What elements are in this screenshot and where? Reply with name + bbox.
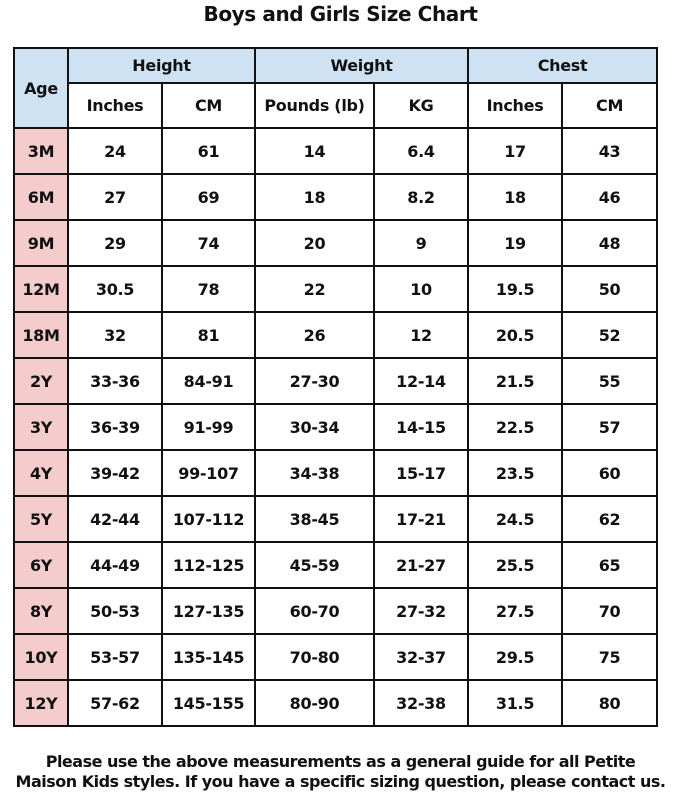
height-inches-cell: 29 (68, 220, 162, 266)
age-cell: 10Y (14, 634, 68, 680)
height-inches-cell: 33-36 (68, 358, 162, 404)
height-cm-cell: 78 (162, 266, 255, 312)
weight-kg-cell: 9 (374, 220, 468, 266)
chest-inches-cell: 19 (468, 220, 562, 266)
height-cm-cell: 61 (162, 128, 255, 174)
height-inches-cell: 50-53 (68, 588, 162, 634)
weight-kg-cell: 14-15 (374, 404, 468, 450)
height-cm-cell: 145-155 (162, 680, 255, 726)
height-cm-cell: 74 (162, 220, 255, 266)
weight-kg-cell: 10 (374, 266, 468, 312)
table-row (14, 312, 657, 358)
weight-lb-cell: 14 (255, 128, 374, 174)
weight-lb-cell: 60-70 (255, 588, 374, 634)
weight-lb-cell: 18 (255, 174, 374, 220)
height-cm-cell: 99-107 (162, 450, 255, 496)
weight-kg-cell: 32-37 (374, 634, 468, 680)
chest-cm-cell: 57 (562, 404, 657, 450)
height-inches-cell: 53-57 (68, 634, 162, 680)
height-inches-header: Inches (68, 83, 162, 128)
age-cell: 2Y (14, 358, 68, 404)
chest-inches-cell: 21.5 (468, 358, 562, 404)
height-inches-cell: 36-39 (68, 404, 162, 450)
age-header: Age (14, 48, 68, 128)
table-row (14, 128, 657, 174)
age-cell: 6M (14, 174, 68, 220)
table-row (14, 266, 657, 312)
height-cm-cell: 107-112 (162, 496, 255, 542)
table-row (14, 496, 657, 542)
height-inches-cell: 27 (68, 174, 162, 220)
age-cell: 9M (14, 220, 68, 266)
chest-cm-cell: 52 (562, 312, 657, 358)
weight-kg-cell: 27-32 (374, 588, 468, 634)
chest-cm-cell: 70 (562, 588, 657, 634)
weight-kg-cell: 8.2 (374, 174, 468, 220)
chest-inches-cell: 17 (468, 128, 562, 174)
weight-lb-cell: 34-38 (255, 450, 374, 496)
weight-lb-cell: 45-59 (255, 542, 374, 588)
chest-cm-cell: 48 (562, 220, 657, 266)
chest-group-header: Chest (468, 48, 657, 83)
age-cell: 5Y (14, 496, 68, 542)
table-row (14, 450, 657, 496)
age-cell: 8Y (14, 588, 68, 634)
age-cell: 12M (14, 266, 68, 312)
table-row (14, 404, 657, 450)
height-cm-header: CM (162, 83, 255, 128)
height-inches-cell: 57-62 (68, 680, 162, 726)
height-cm-cell: 91-99 (162, 404, 255, 450)
chest-cm-cell: 60 (562, 450, 657, 496)
chest-inches-cell: 20.5 (468, 312, 562, 358)
chest-inches-cell: 31.5 (468, 680, 562, 726)
chest-cm-cell: 55 (562, 358, 657, 404)
page-title: Boys and Girls Size Chart (203, 2, 478, 26)
height-inches-cell: 42-44 (68, 496, 162, 542)
table-row (14, 220, 657, 266)
chest-inches-cell: 23.5 (468, 450, 562, 496)
weight-kg-cell: 15-17 (374, 450, 468, 496)
weight-kg-cell: 21-27 (374, 542, 468, 588)
chest-cm-cell: 46 (562, 174, 657, 220)
weight-kg-cell: 32-38 (374, 680, 468, 726)
weight-kg-header: KG (374, 83, 468, 128)
height-cm-cell: 69 (162, 174, 255, 220)
height-inches-cell: 30.5 (68, 266, 162, 312)
weight-lb-cell: 26 (255, 312, 374, 358)
age-cell: 4Y (14, 450, 68, 496)
chest-inches-cell: 27.5 (468, 588, 562, 634)
age-cell: 6Y (14, 542, 68, 588)
table-row (14, 542, 657, 588)
weight-lb-cell: 70-80 (255, 634, 374, 680)
weight-kg-cell: 17-21 (374, 496, 468, 542)
chest-inches-cell: 25.5 (468, 542, 562, 588)
height-cm-cell: 127-135 (162, 588, 255, 634)
height-group-header: Height (68, 48, 255, 83)
weight-kg-cell: 12 (374, 312, 468, 358)
age-cell: 3Y (14, 404, 68, 450)
size-chart-table (13, 47, 658, 727)
age-cell: 3M (14, 128, 68, 174)
chest-cm-cell: 43 (562, 128, 657, 174)
weight-kg-cell: 12-14 (374, 358, 468, 404)
table-row (14, 634, 657, 680)
weight-lb-cell: 22 (255, 266, 374, 312)
chest-cm-cell: 62 (562, 496, 657, 542)
age-cell: 18M (14, 312, 68, 358)
weight-lb-cell: 80-90 (255, 680, 374, 726)
chest-inches-cell: 22.5 (468, 404, 562, 450)
weight-lb-header: Pounds (lb) (255, 83, 374, 128)
height-cm-cell: 84-91 (162, 358, 255, 404)
weight-lb-cell: 20 (255, 220, 374, 266)
weight-lb-cell: 27-30 (255, 358, 374, 404)
chest-cm-cell: 80 (562, 680, 657, 726)
table-row (14, 174, 657, 220)
chest-cm-cell: 50 (562, 266, 657, 312)
table-row (14, 358, 657, 404)
footer-line-2: Maison Kids styles. If you have a specific sizing question, please contact us. (15, 772, 666, 791)
height-cm-cell: 81 (162, 312, 255, 358)
height-inches-cell: 32 (68, 312, 162, 358)
weight-kg-cell: 6.4 (374, 128, 468, 174)
height-inches-cell: 44-49 (68, 542, 162, 588)
table-row (14, 588, 657, 634)
footer-note (0, 752, 681, 792)
weight-lb-cell: 38-45 (255, 496, 374, 542)
age-cell: 12Y (14, 680, 68, 726)
weight-group-header: Weight (255, 48, 468, 83)
table-row (14, 680, 657, 726)
chest-inches-header: Inches (468, 83, 562, 128)
footer-line-1: Please use the above measurements as a general guide for all Petite (45, 752, 636, 771)
height-cm-cell: 112-125 (162, 542, 255, 588)
chest-cm-header: CM (562, 83, 657, 128)
height-inches-cell: 24 (68, 128, 162, 174)
height-cm-cell: 135-145 (162, 634, 255, 680)
height-inches-cell: 39-42 (68, 450, 162, 496)
chest-inches-cell: 24.5 (468, 496, 562, 542)
chest-inches-cell: 29.5 (468, 634, 562, 680)
chest-inches-cell: 18 (468, 174, 562, 220)
weight-lb-cell: 30-34 (255, 404, 374, 450)
chest-inches-cell: 19.5 (468, 266, 562, 312)
chest-cm-cell: 75 (562, 634, 657, 680)
chest-cm-cell: 65 (562, 542, 657, 588)
